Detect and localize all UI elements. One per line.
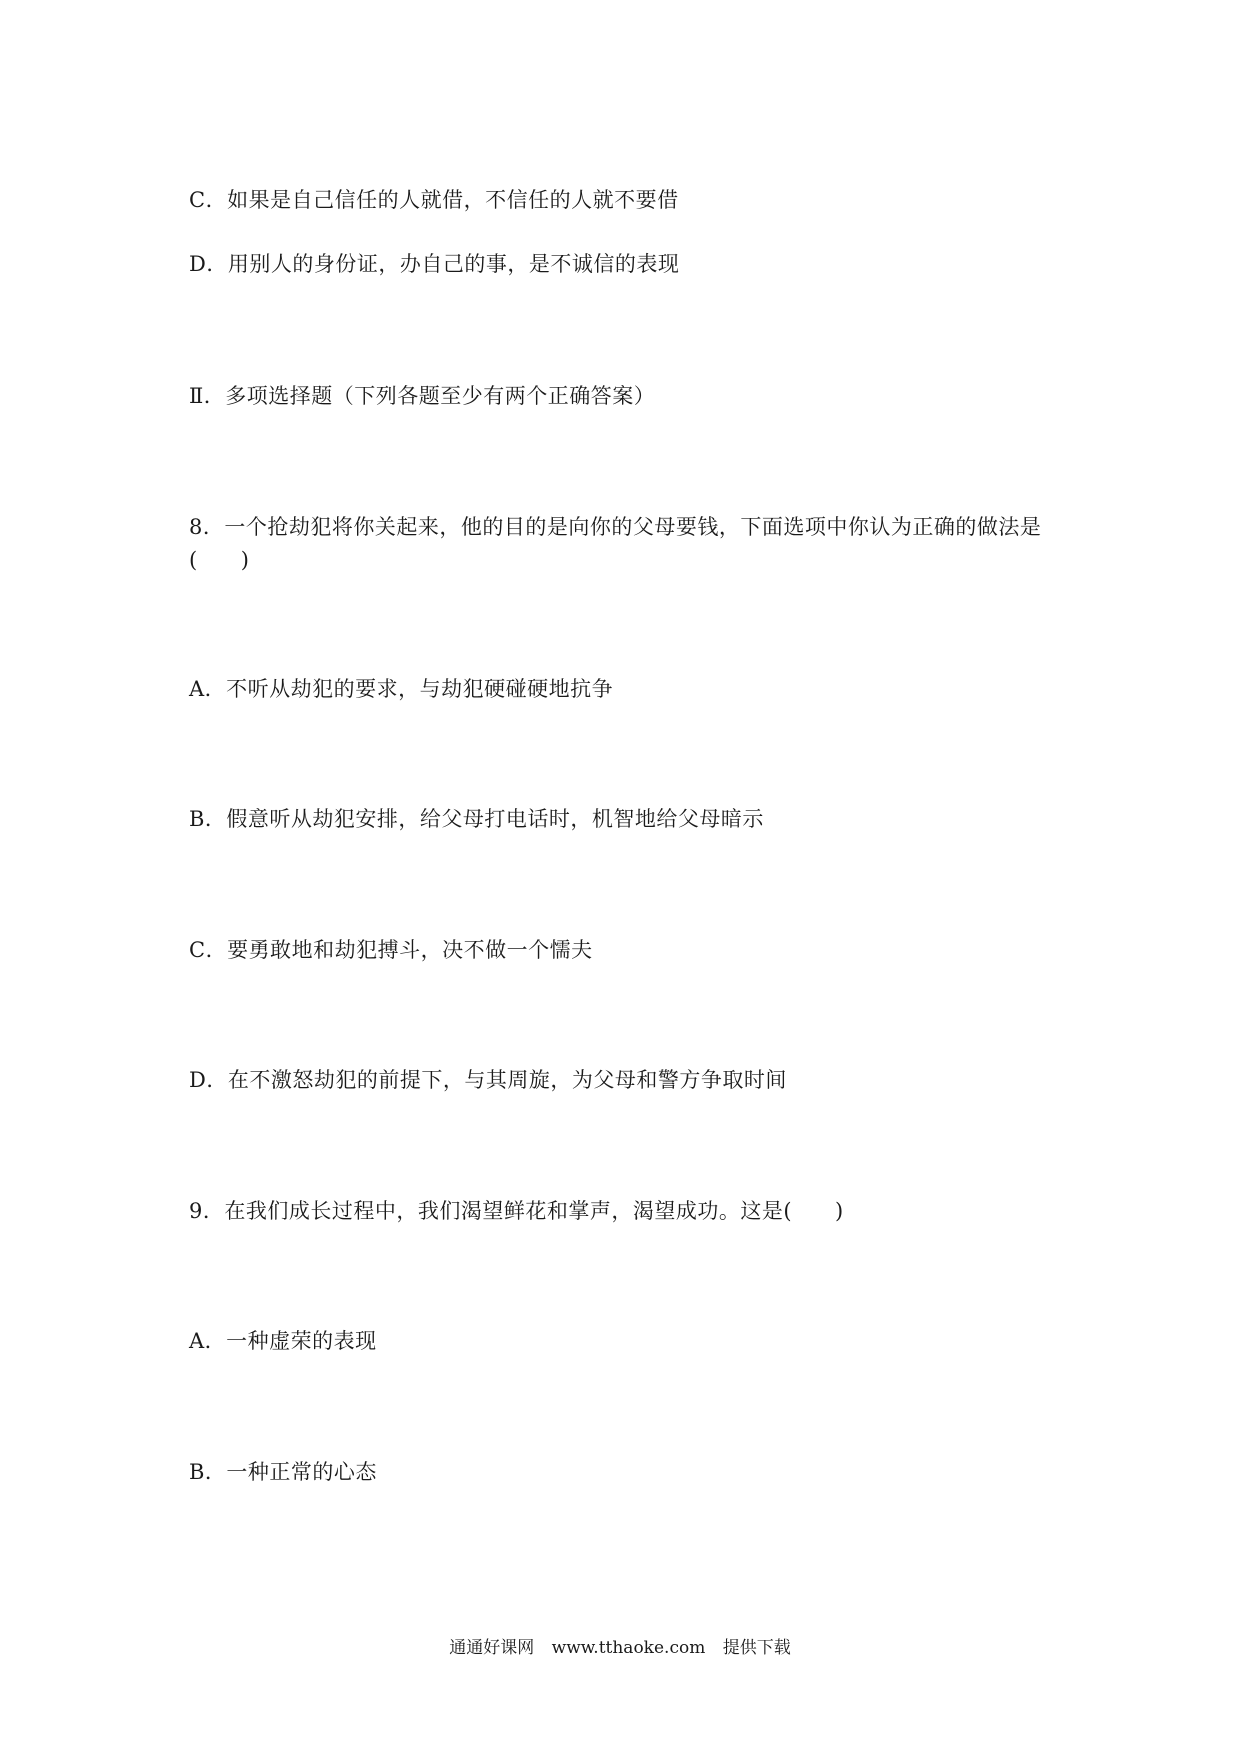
q9-option-a: A．一种虚荣的表现 xyxy=(189,1329,377,1353)
q8-option-a: A．不听从劫犯的要求，与劫犯硬碰硬地抗争 xyxy=(189,677,614,701)
q8-option-d: D．在不激怒劫犯的前提下，与其周旋，为父母和警方争取时间 xyxy=(189,1068,787,1092)
q9-stem: 9．在我们成长过程中，我们渴望鲜花和掌声，渴望成功。这是( ) xyxy=(189,1199,844,1223)
q7-option-c: C．如果是自己信任的人就借，不信任的人就不要借 xyxy=(189,188,679,212)
q8-option-b: B．假意听从劫犯安排，给父母打电话时，机智地给父母暗示 xyxy=(189,807,764,831)
footer-note: 提供下载 xyxy=(722,1638,791,1658)
q7-option-d: D．用别人的身份证，办自己的事，是不诚信的表现 xyxy=(189,252,680,276)
footer-site-url[interactable]: www.tthaoke.com xyxy=(551,1638,706,1658)
q8-option-c: C．要勇敢地和劫犯搏斗，决不做一个懦夫 xyxy=(189,938,593,962)
q9-option-b: B．一种正常的心态 xyxy=(189,1460,377,1484)
section-heading: Ⅱ．多项选择题（下列各题至少有两个正确答案） xyxy=(189,384,656,408)
q8-stem-line2: ( ) xyxy=(189,548,250,572)
footer-site-name: 通通好课网 xyxy=(449,1638,535,1658)
page-footer xyxy=(0,1636,1240,1660)
q8-stem-line1: 8．一个抢劫犯将你关起来，他的目的是向你的父母要钱，下面选项中你认为正确的做法是 xyxy=(189,515,1042,539)
